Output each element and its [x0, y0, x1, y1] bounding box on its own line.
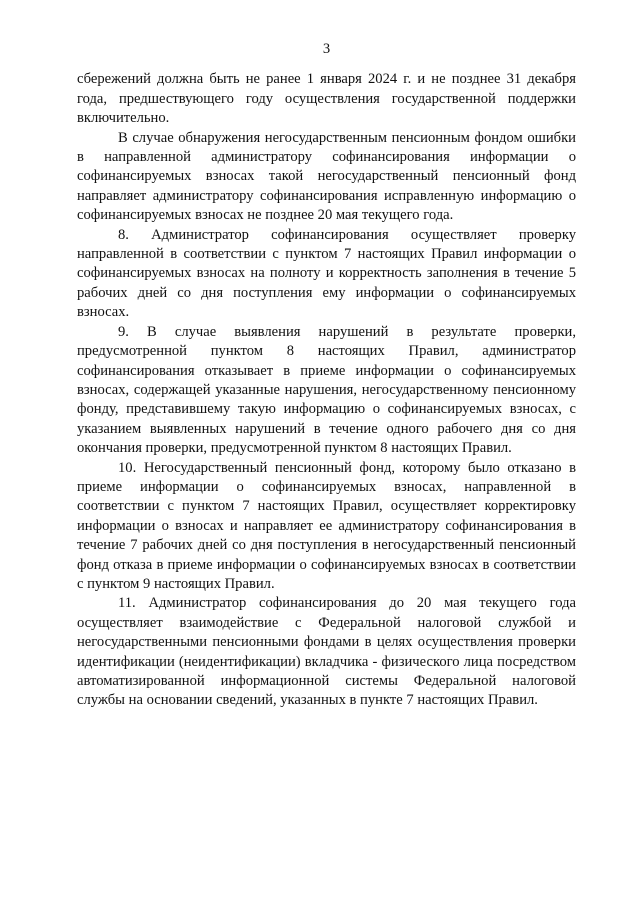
paragraph-item-11: 11. Администратор софинансирования до 20 мая текущего года осуществляет взаимодействие с Федеральной налоговой службой и негосударственными пенсионными фондами в целях осуществления проверки идентификации (неидентификации) вкладчика - физического лица посредством автоматизированной информационной системы Федеральной налоговой службы на основании сведений, указанных в пункте 7 настоящих Правил.: [77, 595, 576, 709]
page-number: 3: [322, 41, 331, 57]
paragraph-item-10: 10. Негосударственный пенсионный фонд, которому было отказано в приеме информации о софинансируемых взносах, направленной в соответствии с пунктом 7 настоящих Правил, осуществляет корректировку информации о взносах и направляет ее администратору софинансирования в течение 7 рабочих дней со дня поступления в негосударственный пенсионный фонд отказа в приеме информации о софинансируемых взносах в соответствии с пунктом 9 настоящих Правил.: [77, 459, 576, 592]
paragraph-continuation: сбережений должна быть не ранее 1 января 2024 г. и не позднее 31 декабря года, предшествующего году осуществления государственной поддержки включительно.: [77, 71, 576, 127]
paragraph-item-9: 9. В случае выявления нарушений в результате проверки, предусмотренной пунктом 8 настоящих Правил, администратор софинансирования отказывает в приеме информации о софинансируемых взносах, содержащей указанные нарушения, негосударственному пенсионному фонду, представившему такую информацию о софинансируемых взносах, с указанием выявленных нарушений в течение одного рабочего дня со дня окончания проверки, предусмотренной пунктом 8 настоящих Правил.: [77, 323, 576, 457]
paragraph-error-correction: В случае обнаружения негосударственным пенсионным фондом ошибки в направленной администратору софинансирования информации о софинансируемых взносах такой негосударственный пенсионный фонд направляет администратору софинансирования исправленную информацию о софинансируемых взносах не позднее 20 мая текущего года.: [77, 129, 576, 224]
paragraph-item-8: 8. Администратор софинансирования осуществляет проверку направленной в соответствии с пунктом 7 настоящих Правил информации о софинансируемых взносах на полноту и корректность заполнения в течение 5 рабочих дней со дня поступления ему информации о софинансируемых взносах.: [77, 226, 576, 321]
